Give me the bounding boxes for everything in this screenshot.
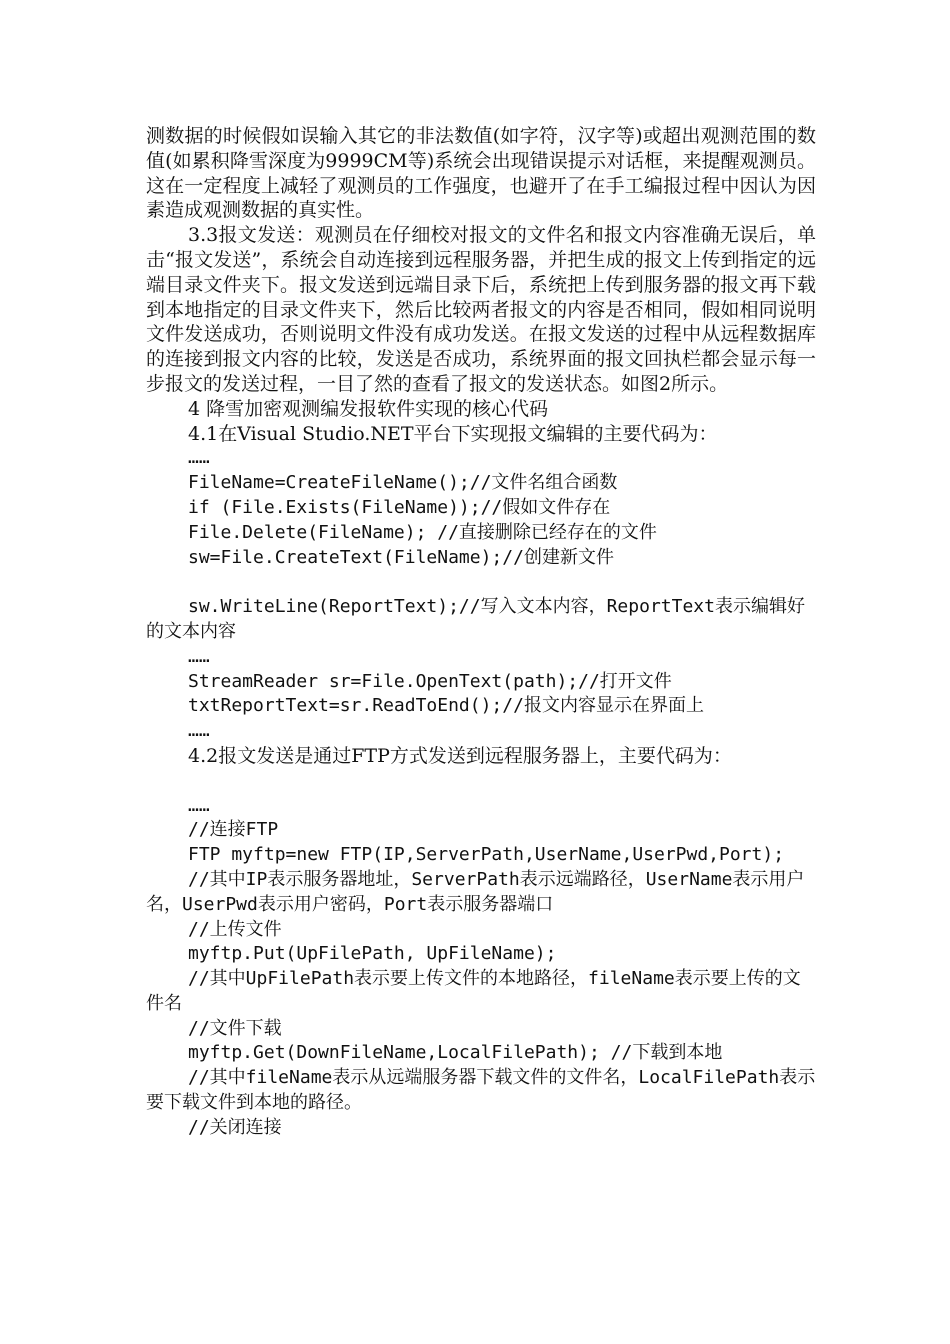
blank-line <box>146 769 816 794</box>
code-line-create: sw=File.CreateText(FileName);//创建新文件 <box>188 546 614 568</box>
ellipsis-1: …… <box>188 447 210 469</box>
section-heading-4-2: 4.2报文发送是通过FTP方式发送到远程服务器上，主要代码为： <box>188 744 732 767</box>
code-comment-download: //文件下载 <box>188 1017 282 1039</box>
document-page <box>146 124 816 1141</box>
code-line-ftp-new: FTP myftp=new FTP(IP,ServerPath,UserName,UserPwd,Port); <box>188 844 785 866</box>
section-heading-4: 4 降雪加密观测编发报软件实现的核心代码 <box>188 397 549 420</box>
ellipsis-3: …… <box>188 720 210 742</box>
paragraph-observation-validation: 测数据的时候假如误输入其它的非法数值(如字符，汉字等)或超出观测范围的数值(如累积降雪深度为9999CM等)系统会出现错误提示对话框，来提醒观测员。这在一定程度上减轻了观测员的工作强度，也避开了在手工编报过程中因认为因素造成观测数据的真实性。 <box>146 125 816 222</box>
code-comment-close: //关闭连接 <box>188 1116 282 1138</box>
section-heading-4-1: 4.1在Visual Studio.NET平台下实现报文编辑的主要代码为： <box>188 422 718 445</box>
code-comment-ftp-params: //其中IP表示服务器地址，ServerPath表示远端路径，UserName表示用户名，UserPwd表示用户密码，Port表示服务器端口 <box>146 868 805 915</box>
code-line-filename: FileName=CreateFileName();//文件名组合函数 <box>188 472 618 494</box>
ellipsis-4: …… <box>188 794 210 816</box>
code-line-put: myftp.Put(UpFilePath, UpFileName); <box>188 943 557 965</box>
code-comment-connect: //连接FTP <box>188 819 279 841</box>
code-comment-download-params: //其中fileName表示从远端服务器下载文件的文件名，LocalFilePath表示要下载文件到本地的路径。 <box>146 1067 816 1114</box>
code-line-streamreader: StreamReader sr=File.OpenText(path);//打开文件 <box>188 670 672 692</box>
blank-line <box>146 570 816 595</box>
code-line-writeline: sw.WriteLine(ReportText);//写入文本内容，ReportText表示编辑好的文本内容 <box>146 596 805 642</box>
ellipsis-2: …… <box>188 645 210 667</box>
paragraph-report-sending: 3.3报文发送：观测员在仔细校对报文的文件名和报文内容准确无误后，单击“报文发送”，系统会自动连接到远程服务器，并把生成的报文上传到指定的远端目录文件夹下。报文发送到远端目录下后，系统把上传到服务器的报文再下载到本地指定的目录文件夹下，然后比较两者报文的内容是否相同，假如相同说明文件发送成功，否则说明文件没有成功发送。在报文发送的过程中从远程数据库的连接到报文内容的比较，发送是否成功，系统界面的报文回执栏都会显示每一步报文的发送过程，一目了然的查看了报文的发送状态。如图2所示。 <box>146 224 816 395</box>
code-comment-upload-params: //其中UpFilePath表示要上传文件的本地路径，fileName表示要上传的文件名 <box>146 968 801 1014</box>
code-line-exists: if (File.Exists(FileName));//假如文件存在 <box>188 496 611 518</box>
code-comment-upload: //上传文件 <box>188 918 282 940</box>
code-line-delete: File.Delete(FileName); //直接删除已经存在的文件 <box>188 521 657 543</box>
code-line-get: myftp.Get(DownFileName,LocalFilePath); //下载到本地 <box>188 1042 723 1064</box>
code-line-readtoend: txtReportText=sr.ReadToEnd();//报文内容显示在界面上 <box>188 695 704 717</box>
